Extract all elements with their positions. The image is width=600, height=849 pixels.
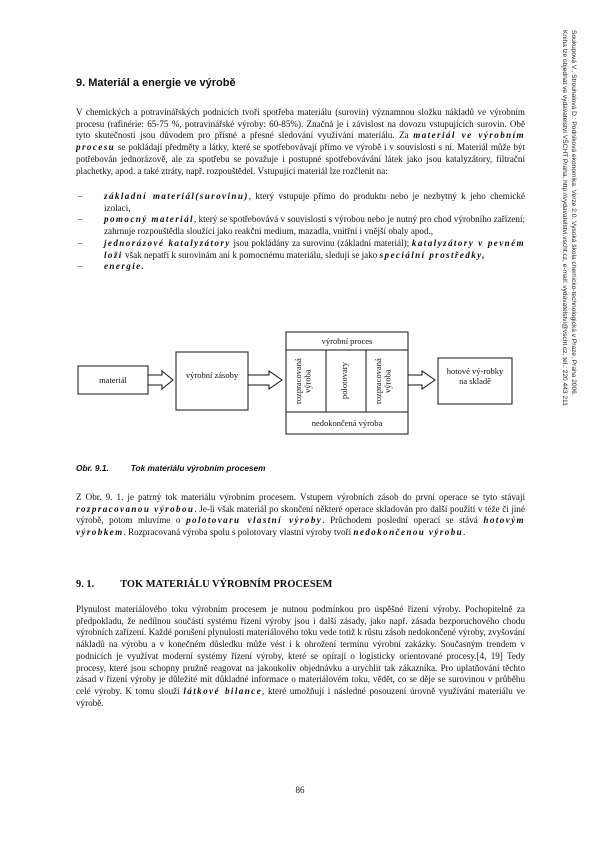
arrow-icon	[248, 371, 282, 389]
section-paragraph: Plynulost materiálového toku výrobním procesem je nutnou podmínkou pro úspěšné řízení výroby. Pochopitelně za předpokladu, že nedílnou součástí systému řízení výroby jsou i další zásady, jako např. zásada bezporuchového chodu výrobních zařízení. Každé porušení plynulosti materiálového toku vede totiž k růstu zásob nedokončené výroby, zvyšování nákladů na výrobu a v konečném důsledku může vést i k ohrožení termínu výrobní zakázky. Současným trendem v podnicích je využívat moderní systémy řízení výroby, které se opírají o logisticky orientované procesy.[4, 19] Tedy procesy, které jsou schopny pružně reagovat na jakoukoliv objednávku a urychlit tak zákazníka. Pro uplatňování těchto zásad v řízení výroby je důležité mít důkladné informace o materiálovém toku, vědět, co se děje se surovinou v průběhu celé výroby. K tomu slouží látkové bilance, které umožňují i následné posouzení úrovně využívání materiálu ve výrobě.	[76, 604, 525, 708]
material-label: materiál	[99, 375, 127, 385]
material-list	[76, 191, 525, 273]
flow-paragraph: Z Obr. 9. 1. je patrný tok materiálu výrobním procesem. Vstupem výrobních zásob do první operace se tyto stávají rozpracovanou výrobou. Je-li však materiál po skončení některé operace skladován pro další použití v téže či jiné výrobě, potom mluvíme o polotovaru vlastní výroby. Průchodem poslední operací se stává hotovým výrobkem. Rozpracovaná výroba spolu s polotovary vlastní výroby tvoří nedokončenou výrobu.	[76, 492, 526, 538]
intro-paragraph: V chemických a potravinářských podnicích tvoří spotřeba materiálu (surovin) významnou složku nákladů ve výrobním procesu (rafinérie: 65-75 %, potravinářské výroby: 60-85%). Značná je i závislost na dovozu vstupujících surovin. Obě tyto skutečnosti jsou důvodem pro přísné a přesné sledování využívání materiálu. Za materiál ve výrobním procesu se pokládají předměty a látky, které se spotřebovávají přímo ve výrobě i v souvislosti s ní. Materiál může být potřebován jednorázově, ale za spotřebu se považuje i postupné spotřebovávání látek jako jsou katalyzátory, filtrační plachetky, apod. a také ztráty, např. rozpouštědel. Vstupující materiál lze rozčlenit na:	[76, 107, 525, 176]
zasoby-box	[176, 352, 248, 410]
side-citation	[560, 30, 578, 790]
section-heading: 9. 1. TOK MATERIÁLU VÝROBNÍM PROCESEM	[76, 579, 333, 590]
list-item: – energie.	[78, 261, 146, 272]
polotovary-label: polotovary	[339, 362, 349, 400]
page-number: 86	[295, 785, 305, 795]
nedokoncena-label: nedokončená výroba	[311, 418, 383, 428]
rozpracovana-label: rozpracovaná výroba	[293, 358, 313, 404]
side-citation-line2: Kniha lze objednat ve vydavatelství VŠCHT Praha, http://vydavatelstvi.vscht.cz, e-mail: vydavatelstvi@vscht.cz, tel.: 220 443 211	[561, 30, 568, 406]
zasoby-label: výrobní zásoby	[185, 370, 239, 380]
chapter-heading: 9. Materiál a energie ve výrobě	[76, 77, 236, 89]
proces-label: výrobní proces	[321, 336, 373, 346]
list-item: – pomocný materiál, který se spotřebovává v souvislosti s výrobou nebo je nutný pro chod výrobního zařízení; zahrnuje rozpouštědla sloužící jako reakční medium, mazadla, vnitřní i vnější obaly apod.,	[78, 214, 525, 237]
figure-caption: Obr. 9.1. Tok materiálu výrobním procesem	[76, 463, 266, 473]
rozpracovana-label: rozpracovaná výroba	[373, 358, 393, 404]
hotove-label: hotové vý-robky na skladě	[446, 366, 504, 386]
flow-diagram	[76, 328, 516, 438]
arrow-icon	[148, 371, 173, 389]
arrow-icon	[408, 371, 435, 389]
list-item: – základní materiál(surovinu), který vstupuje přímo do produktu nebo je nezbytný k jeho chemické izolaci,	[78, 191, 525, 213]
list-item: – jednorázové katalyzátory jsou pokládány za surovinu (základní materiál); katalyzátory v pevném loži však nepatří k surovinám ani k pomocnému materiálu, sledují se jako speciální prostředky,	[78, 237, 526, 260]
side-citation-line1: Soukupová V., Strouhalová D.: Podniková ekonomika. Verze 2.0. Vysoká škola chemicko-technologická v Praze, Praha 2006.	[570, 30, 577, 396]
